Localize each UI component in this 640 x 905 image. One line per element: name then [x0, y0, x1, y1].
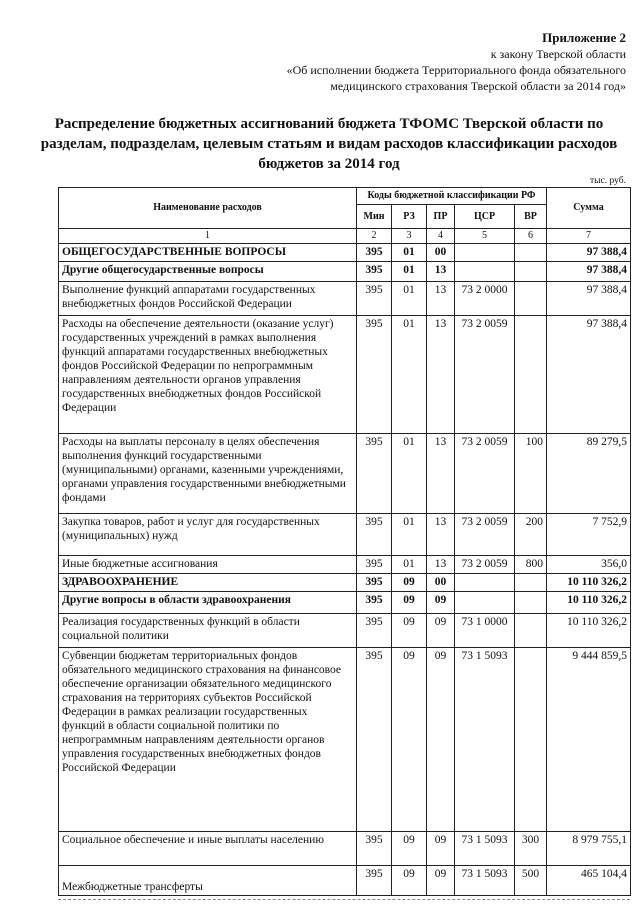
- table-row: [59, 832, 631, 866]
- table-row: [59, 514, 631, 556]
- row-pr: 13: [427, 434, 455, 514]
- column-number: 6: [515, 229, 547, 244]
- row-min: 395: [357, 434, 392, 514]
- row-csr: 73 2 0059: [455, 514, 515, 556]
- header-csr: ЦСР: [455, 205, 515, 229]
- table-row: [59, 282, 631, 316]
- row-vr: [515, 574, 547, 592]
- row-csr: [455, 244, 515, 262]
- row-min: 395: [357, 832, 392, 866]
- header-name: Наименование расходов: [59, 188, 357, 229]
- appendix-line-2: «Об исполнении бюджета Территориального фонда обязательного: [286, 63, 626, 77]
- row-rz: 01: [392, 514, 427, 556]
- row-name: ЗДРАВООХРАНЕНИЕ: [59, 574, 357, 592]
- row-pr: 13: [427, 316, 455, 434]
- row-csr: [455, 574, 515, 592]
- row-rz: 01: [392, 244, 427, 262]
- row-sum: 97 388,4: [547, 316, 631, 434]
- table-row: [59, 316, 631, 434]
- table-row: [59, 434, 631, 514]
- row-rz: 01: [392, 316, 427, 434]
- page-cut-line: [58, 899, 630, 900]
- column-number: 1: [59, 229, 357, 244]
- table-row: [59, 614, 631, 648]
- row-name: ОБЩЕГОСУДАРСТВЕННЫЕ ВОПРОСЫ: [59, 244, 357, 262]
- row-rz: 01: [392, 282, 427, 316]
- column-number: 3: [392, 229, 427, 244]
- row-vr: [515, 614, 547, 648]
- header-rz: РЗ: [392, 205, 427, 229]
- row-csr: 73 1 5093: [455, 866, 515, 896]
- row-min: 395: [357, 614, 392, 648]
- row-min: 395: [357, 316, 392, 434]
- row-sum: 97 388,4: [547, 262, 631, 282]
- row-sum: 10 110 326,2: [547, 574, 631, 592]
- row-csr: 73 2 0059: [455, 556, 515, 574]
- row-rz: 09: [392, 574, 427, 592]
- column-numbers-row: [59, 229, 631, 244]
- row-name: Реализация государственных функций в области социальной политики: [59, 614, 357, 648]
- row-pr: 13: [427, 282, 455, 316]
- row-name: Расходы на обеспечение деятельности (оказание услуг) государственных учреждений в рамках выполнения функций аппаратами государственных внебюджетных фондов Российской Федерации по непрограммным направлениям деятельности органов управления государственных внебюджетных фондов Российской Федерации: [59, 316, 357, 434]
- row-csr: 73 1 5093: [455, 648, 515, 832]
- row-name: Расходы на выплаты персоналу в целях обеспечения выполнения функций государственными (муниципальными) органами, казенными учреждениями, органами управления государственными внебюджетными фондами: [59, 434, 357, 514]
- row-vr: [515, 648, 547, 832]
- row-min: 395: [357, 556, 392, 574]
- table-row: [59, 244, 631, 262]
- row-pr: 09: [427, 648, 455, 832]
- row-min: 395: [357, 262, 392, 282]
- row-rz: 01: [392, 262, 427, 282]
- row-min: 395: [357, 866, 392, 896]
- row-pr: 09: [427, 614, 455, 648]
- row-vr: [515, 244, 547, 262]
- row-pr: 13: [427, 514, 455, 556]
- row-vr: [515, 262, 547, 282]
- row-sum: 10 110 326,2: [547, 614, 631, 648]
- row-sum: 97 388,4: [547, 282, 631, 316]
- row-vr: 500: [515, 866, 547, 896]
- row-csr: 73 2 0059: [455, 434, 515, 514]
- row-csr: 73 2 0059: [455, 316, 515, 434]
- row-min: 395: [357, 648, 392, 832]
- row-sum: 9 444 859,5: [547, 648, 631, 832]
- row-rz: 09: [392, 866, 427, 896]
- row-sum: 356,0: [547, 556, 631, 574]
- row-pr: 13: [427, 262, 455, 282]
- appendix-line-3: медицинского страхования Тверской области за 2014 год»: [330, 79, 626, 93]
- row-pr: 09: [427, 592, 455, 614]
- row-pr: 09: [427, 832, 455, 866]
- row-vr: 200: [515, 514, 547, 556]
- column-number: 5: [455, 229, 515, 244]
- table-row: [59, 262, 631, 282]
- row-sum: 465 104,4: [547, 866, 631, 896]
- row-vr: [515, 592, 547, 614]
- document-title: Распределение бюджетных ассигнований бюджета ТФОМС Тверской области по разделам, подразделам, целевым статьям и видам расходов классификации расходов бюджетов за 2014 год: [40, 116, 618, 172]
- row-pr: 09: [427, 866, 455, 896]
- row-rz: 01: [392, 556, 427, 574]
- table-row: [59, 866, 631, 896]
- row-csr: [455, 592, 515, 614]
- header-vr: ВР: [515, 205, 547, 229]
- row-vr: 800: [515, 556, 547, 574]
- header-sum: Сумма: [547, 188, 631, 229]
- row-name: Иные бюджетные ассигнования: [59, 556, 357, 574]
- row-min: 395: [357, 514, 392, 556]
- row-name: Межбюджетные трансферты: [59, 866, 357, 896]
- table-row: [59, 556, 631, 574]
- table-row: [59, 574, 631, 592]
- column-number: 7: [547, 229, 631, 244]
- row-vr: [515, 282, 547, 316]
- row-min: 395: [357, 282, 392, 316]
- table-row: [59, 648, 631, 832]
- row-rz: 09: [392, 592, 427, 614]
- row-min: 395: [357, 244, 392, 262]
- budget-table: [58, 187, 631, 896]
- row-rz: 09: [392, 832, 427, 866]
- row-pr: 00: [427, 244, 455, 262]
- row-vr: [515, 316, 547, 434]
- row-rz: 09: [392, 648, 427, 832]
- row-name: Социальное обеспечение и иные выплаты населению: [59, 832, 357, 866]
- header-min: Мин: [357, 205, 392, 229]
- header-codes-group: Коды бюджетной классификации РФ: [357, 188, 547, 205]
- row-name: Другие вопросы в области здравоохранения: [59, 592, 357, 614]
- row-min: 395: [357, 574, 392, 592]
- row-rz: 09: [392, 614, 427, 648]
- column-number: 2: [357, 229, 392, 244]
- row-name: Другие общегосударственные вопросы: [59, 262, 357, 282]
- table-row: [59, 592, 631, 614]
- row-pr: 13: [427, 556, 455, 574]
- row-csr: 73 1 5093: [455, 832, 515, 866]
- row-sum: 10 110 326,2: [547, 592, 631, 614]
- column-number: 4: [427, 229, 455, 244]
- appendix-line-1: к закону Тверской области: [490, 47, 626, 61]
- row-name: Субвенции бюджетам территориальных фондов обязательного медицинского страхования на финансовое обеспечение организации обязательного медицинского страхования на территориях субъектов Российской Федерации в рамках реализации государственных функций в области социальной политики по непрограммным направлениям деятельности органов управления государственных внебюджетных фондов Российской Федерации: [59, 648, 357, 832]
- row-min: 395: [357, 592, 392, 614]
- row-csr: 73 1 0000: [455, 614, 515, 648]
- row-sum: 89 279,5: [547, 434, 631, 514]
- row-sum: 97 388,4: [547, 244, 631, 262]
- appendix-title: Приложение 2: [542, 30, 626, 45]
- row-name: Выполнение функций аппаратами государственных внебюджетных фондов Российской Федерации: [59, 282, 357, 316]
- appendix-header: [287, 30, 626, 94]
- row-sum: 8 979 755,1: [547, 832, 631, 866]
- units-label: тыс. руб.: [590, 176, 626, 186]
- row-pr: 00: [427, 574, 455, 592]
- header-pr: ПР: [427, 205, 455, 229]
- row-sum: 7 752,9: [547, 514, 631, 556]
- row-vr: 100: [515, 434, 547, 514]
- row-rz: 01: [392, 434, 427, 514]
- row-vr: 300: [515, 832, 547, 866]
- row-csr: 73 2 0000: [455, 282, 515, 316]
- row-name: Закупка товаров, работ и услуг для государственных (муниципальных) нужд: [59, 514, 357, 556]
- row-csr: [455, 262, 515, 282]
